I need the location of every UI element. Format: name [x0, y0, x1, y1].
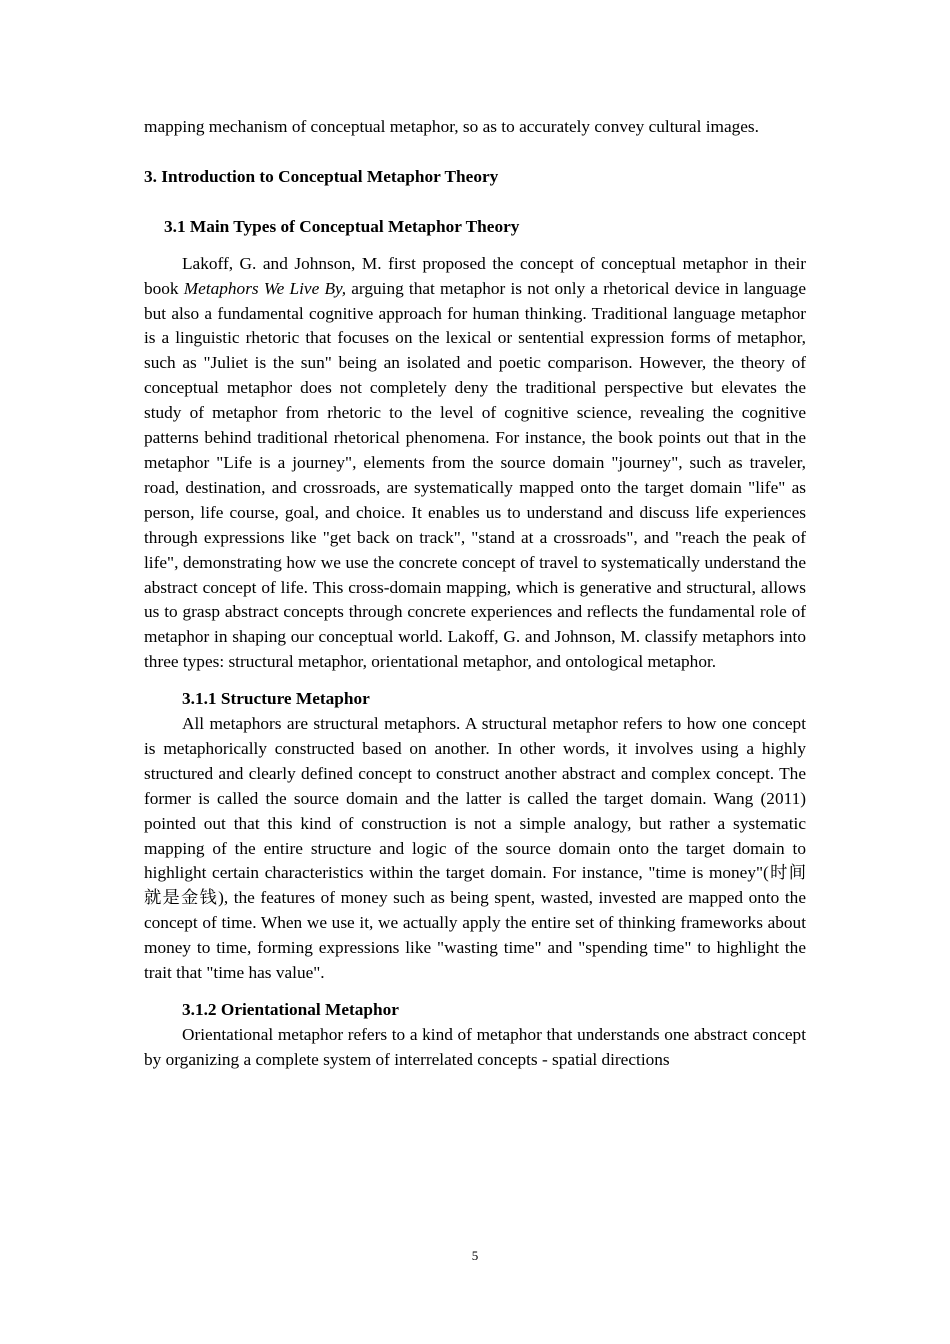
section-3-1-1-heading: 3.1.1 Structure Metaphor — [182, 689, 370, 709]
page-number: 5 — [471, 1248, 479, 1263]
book-title: Metaphors We Live By, — [183, 278, 347, 298]
section-3-heading: 3. Introduction to Conceptual Metaphor Theory — [144, 166, 499, 186]
section-3-1-paragraph — [144, 252, 806, 675]
section-3-1-1-paragraph: All metaphors are structural metaphors. A structural metaphor refers to how one concept is metaphorically constructed based on another. In other words, it involves using a highly structured and clearly defined concept to construct another abstract and complex concept. The former is called the source domain and the latter is called the target domain. Wang (2011) pointed out that this kind of construction is not a simple analogy, but rather a systematic mapping of the entire structure and logic of the source domain onto the target domain to highlight certain characteristics within the target domain. For instance, "time is money"(时间就是金钱), the features of money such as being spent, wasted, invested are mapped onto the concept of time. When we use it, we actually apply the entire set of thinking frameworks about money to time, forming expressions like "wasting time" and "spending time" to highlight the trait that "time has value". — [144, 714, 806, 983]
document-page — [144, 115, 806, 1073]
intro-tail-paragraph: mapping mechanism of conceptual metaphor, so as to accurately convey cultural images. — [144, 117, 759, 136]
paragraph-text-after: arguing that metaphor is not only a rhetorical device in language but also a fundamental cognitive approach for human thinking. Traditional language metaphor is a linguistic rhetoric that focuses on the lexical or sentential expression forms of metaphor, such as "Juliet is the sun" being an isolated and poetic comparison. However, the theory of conceptual metaphor does not completely deny the traditional perspective but elevates the study of metaphor from rhetoric to the level of cognitive science, revealing the cognitive patterns behind traditional rhetorical phenomena. For instance, the book points out that in the metaphor "Life is a journey", elements from the source domain "journey", such as traveler, road, destination, and crossroads, are systematically mapped onto the target domain "life" as person, life course, goal, and choice. It enables us to understand and discuss life experiences through expressions like "get back on track", "stand at a crossroads", and "reach the peak of life", demonstrating how we use the concrete concept of travel to systematically understand the abstract concept of life. This cross-domain mapping, which is generative and structural, allows us to grasp abstract concepts through concrete experiences and reflects the fundamental role of metaphor in shaping our conceptual world. Lakoff, G. and Johnson, M. classify metaphors into three types: structural metaphor, orientational metaphor, and ontological metaphor. — [144, 278, 806, 672]
paragraph-text-before: Lakoff, G. and Johnson, M. first proposed the concept of conceptual metaphor in their book — [144, 253, 806, 298]
section-3-1-2-paragraph: Orientational metaphor refers to a kind of metaphor that understands one abstract concept by organizing a complete system of interrelated concepts - spatial directions — [144, 1024, 806, 1069]
section-3-1-2-heading: 3.1.2 Orientational Metaphor — [182, 1000, 399, 1019]
section-3-1-heading: 3.1 Main Types of Conceptual Metaphor Theory — [164, 216, 520, 236]
